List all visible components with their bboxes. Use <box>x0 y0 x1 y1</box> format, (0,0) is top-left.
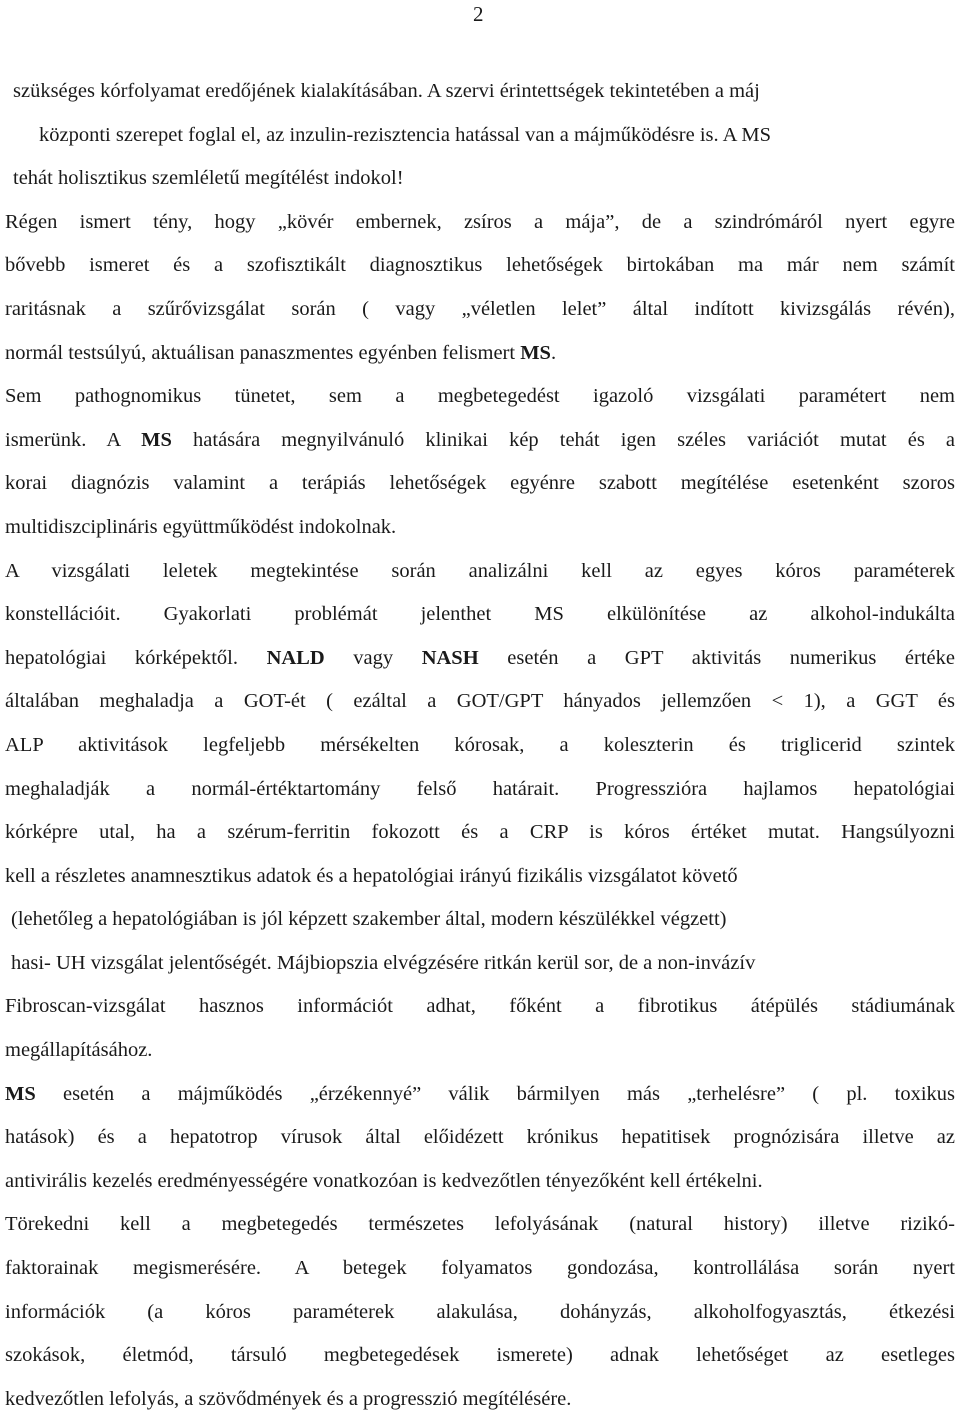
bold-term: NASH <box>421 646 479 669</box>
text-segment: központi szerepet foglal el, az inzulin-rezisztencia hatással van a májműködésre is. A MS <box>39 123 772 146</box>
text-line <box>5 855 955 899</box>
text-segment: normál testsúlyú, aktuálisan panaszmentes egyénben felismert <box>5 341 521 364</box>
bold-term: MS <box>5 1082 36 1105</box>
text-segment: raritásnak a szűrővizsgálat során ( vagy „véletlen lelet” által indított kivizsgálás révén), <box>5 297 955 320</box>
text-line <box>5 332 955 376</box>
text-line <box>5 637 955 681</box>
text-segment: szükséges kórfolyamat eredőjének kialakításában. A szervi érintettségek tekintetében a máj <box>13 80 760 102</box>
text-segment: meghaladják a normál-értéktartomány felső határait. Progresszióra hajlamos hepatológiai <box>5 777 955 800</box>
text-line <box>5 1116 955 1160</box>
text-line <box>5 1247 955 1291</box>
text-line <box>5 244 955 288</box>
text-segment: vagy <box>324 646 422 669</box>
text-segment: kórképre utal, ha a szérum-ferritin fokozott és a CRP is kóros értéket mutat. Hangsúlyozni <box>5 821 955 844</box>
text-segment: antivirális kezelés eredményességére vonatkozóan is kedvezőtlen tényezőként kell értékelni. <box>5 1169 763 1192</box>
text-segment: hepatológiai kórképektől. <box>5 646 267 669</box>
text-segment: (lehetőleg a hepatológiában is jól képzett szakember által, modern készülékkel végzett) <box>11 908 727 931</box>
text-segment: Régen ismert tény, hogy „kövér embernek, zsíros a mája”, de a szindrómáról nyert egyre <box>5 210 955 233</box>
text-segment: esetén a GPT aktivitás numerikus értéke <box>478 646 955 669</box>
bold-term: NALD <box>266 646 325 669</box>
text-line <box>5 985 955 1029</box>
text-segment: Törekedni kell a megbetegedés természetes lefolyásának (natural history) illetve rizikó- <box>5 1213 955 1236</box>
text-segment: hatások) és a hepatotrop vírusok által előidézett krónikus hepatitisek prognózisára illetve az <box>5 1126 955 1149</box>
text-segment: A vizsgálati leletek megtekintése során analizálni kell az egyes kóros paraméterek <box>5 559 955 582</box>
text-line <box>5 1029 955 1073</box>
text-line <box>5 811 955 855</box>
text-segment: Fibroscan-vizsgálat hasznos információt adhat, főként a fibrotikus átépülés stádiumának <box>5 995 955 1018</box>
text-segment: konstellációit. Gyakorlati problémát jelenthet MS elkülönítése az alkohol-indukálta <box>5 603 955 626</box>
text-segment: multidiszciplináris együttműködést indokolnak. <box>5 515 397 538</box>
text-line <box>5 462 955 506</box>
text-segment: általában meghaladja a GOT-ét ( ezáltal a GOT/GPT hányados jellemzően < 1), a GGT és <box>5 690 955 713</box>
text-line <box>5 70 955 114</box>
text-segment: bővebb ismeret és a szofisztikált diagnosztikus lehetőségek birtokában ma már nem számít <box>5 254 955 277</box>
text-segment: faktorainak megismerésére. A betegek folyamatos gondozása, kontrollálása során nyert <box>5 1257 955 1280</box>
text-line <box>5 898 955 942</box>
bold-term: MS <box>141 428 172 451</box>
text-line <box>5 506 955 550</box>
text-line <box>5 419 955 463</box>
text-segment: hatására megnyilvánuló klinikai kép tehát igen széles variációt mutat és a <box>171 428 956 451</box>
text-line <box>5 1291 955 1335</box>
page-number: 2 <box>473 2 484 26</box>
text-line <box>5 724 955 768</box>
text-segment: korai diagnózis valamint a terápiás lehetőségek egyénre szabott megítélése esetenként szoros <box>5 472 955 495</box>
text-line <box>5 1073 955 1117</box>
text-segment: esetén a májműködés „érzékennyé” válik bármilyen más „terhelésre” ( pl. toxikus <box>35 1082 955 1105</box>
text-line <box>5 1203 955 1247</box>
text-line <box>5 942 955 986</box>
text-line <box>5 114 955 158</box>
text-line <box>5 1334 955 1378</box>
text-line <box>5 680 955 724</box>
text-segment: tehát holisztikus szemléletű megítélést indokol! <box>13 167 404 190</box>
bold-term: MS <box>520 341 551 364</box>
text-segment: Sem pathognomikus tünetet, sem a megbetegedést igazoló vizsgálati paramétert nem <box>5 385 955 408</box>
text-segment: információk (a kóros paraméterek alakulása, dohányzás, alkoholfogyasztás, étkezési <box>5 1300 955 1323</box>
text-segment: szokások, életmód, társuló megbetegedések ismerete) adnak lehetőséget az esetleges <box>5 1344 955 1367</box>
text-line <box>5 768 955 812</box>
document-body <box>5 70 955 1421</box>
text-line <box>5 1160 955 1204</box>
text-segment: kell a részletes anamnesztikus adatok és a hepatológiai irányú fizikális vizsgálatot követő <box>5 864 738 887</box>
text-line <box>5 375 955 419</box>
text-segment: megállapításához. <box>5 1039 153 1062</box>
text-line <box>5 201 955 245</box>
text-segment: hasi- UH vizsgálat jelentőségét. Májbiopszia elvégzésére ritkán kerül sor, de a non-invázív <box>11 951 756 974</box>
text-segment: ALP aktivitások legfeljebb mérsékelten kórosak, a koleszterin és triglicerid szintek <box>5 733 955 756</box>
text-line <box>5 593 955 637</box>
text-segment: kedvezőtlen lefolyás, a szövődmények és a progresszió megítélésére. <box>5 1387 572 1410</box>
text-line <box>5 1378 955 1421</box>
text-line <box>5 288 955 332</box>
text-line <box>5 550 955 594</box>
text-segment: ismerünk. A <box>5 428 142 451</box>
text-segment: . <box>550 341 557 364</box>
text-line <box>5 157 955 201</box>
